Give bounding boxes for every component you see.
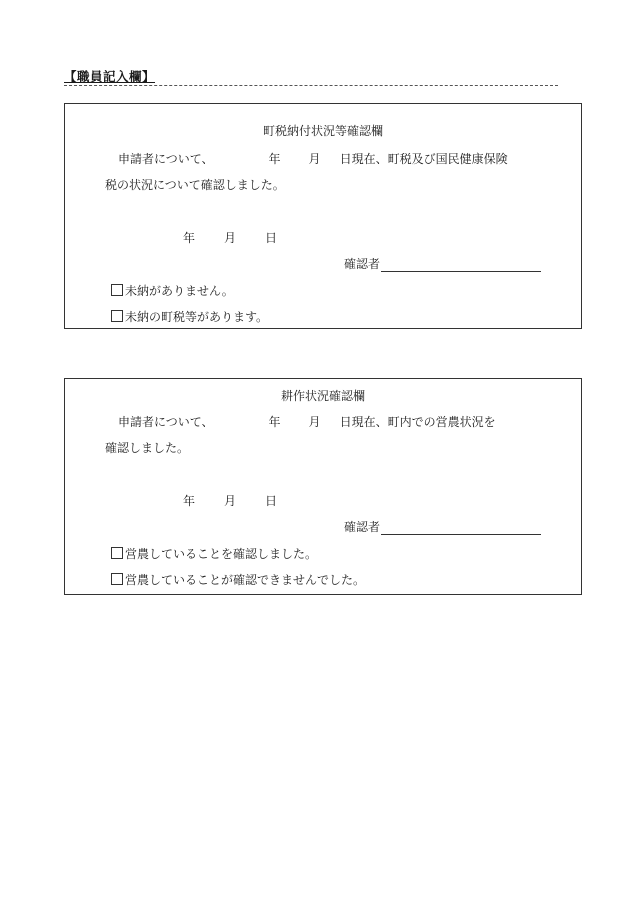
farming-status-confirmation-box (64, 378, 582, 595)
tax-status-statement-line1 (118, 150, 508, 167)
date-day-label: 日 (265, 231, 278, 245)
farming-status-title: 耕作状況確認欄 (280, 389, 365, 403)
tax-status-statement-line2: 税の状況について確認しました。 (105, 178, 285, 192)
farming-status-statement-line2: 確認しました。 (105, 441, 190, 455)
statement-day-suffix: 日現在、町内での営農状況を (339, 415, 496, 429)
statement-lead: 申請者について、 (118, 415, 214, 429)
checkbox-farming-not-confirmed[interactable] (111, 571, 365, 588)
date-month-label: 月 (224, 494, 237, 508)
statement-lead: 申請者について、 (118, 152, 214, 166)
checkbox-no-arrears[interactable] (111, 282, 234, 299)
checkbox-box[interactable] (111, 573, 123, 585)
tax-status-title: 町税納付状況等確認欄 (262, 124, 383, 138)
date-year-label: 年 (183, 494, 196, 508)
confirmer-label: 確認者 (344, 257, 381, 271)
statement-day-suffix: 日現在、町税及び国民健康保険 (339, 152, 508, 166)
statement-year: 年 (268, 152, 281, 166)
checkbox-label: 未納がありません。 (125, 284, 234, 298)
checkbox-box[interactable] (111, 547, 123, 559)
statement-month: 月 (308, 415, 321, 429)
checkbox-label: 未納の町税等があります。 (125, 310, 269, 324)
checkbox-farming-confirmed[interactable] (111, 545, 317, 562)
farming-status-statement-line1 (118, 413, 496, 430)
date-month-label: 月 (224, 231, 237, 245)
checkbox-box[interactable] (111, 310, 123, 322)
farming-confirmer-field[interactable] (344, 518, 541, 535)
staff-entry-section-header (64, 67, 558, 86)
tax-status-confirmation-box (64, 103, 582, 329)
checkbox-label: 営農していることが確認できませんでした。 (125, 573, 366, 587)
checkbox-box[interactable] (111, 284, 123, 296)
checkbox-has-arrears[interactable] (111, 308, 268, 325)
staff-entry-label: 【職員記入欄】 (64, 69, 156, 84)
statement-year: 年 (268, 415, 281, 429)
confirmer-label: 確認者 (344, 520, 381, 534)
statement-month: 月 (308, 152, 321, 166)
date-day-label: 日 (265, 494, 278, 508)
date-year-label: 年 (183, 231, 196, 245)
checkbox-label: 営農していることを確認しました。 (125, 547, 318, 561)
tax-confirmer-field[interactable] (344, 255, 541, 272)
confirmer-signature-line[interactable] (381, 260, 541, 272)
confirmer-signature-line[interactable] (381, 523, 541, 535)
